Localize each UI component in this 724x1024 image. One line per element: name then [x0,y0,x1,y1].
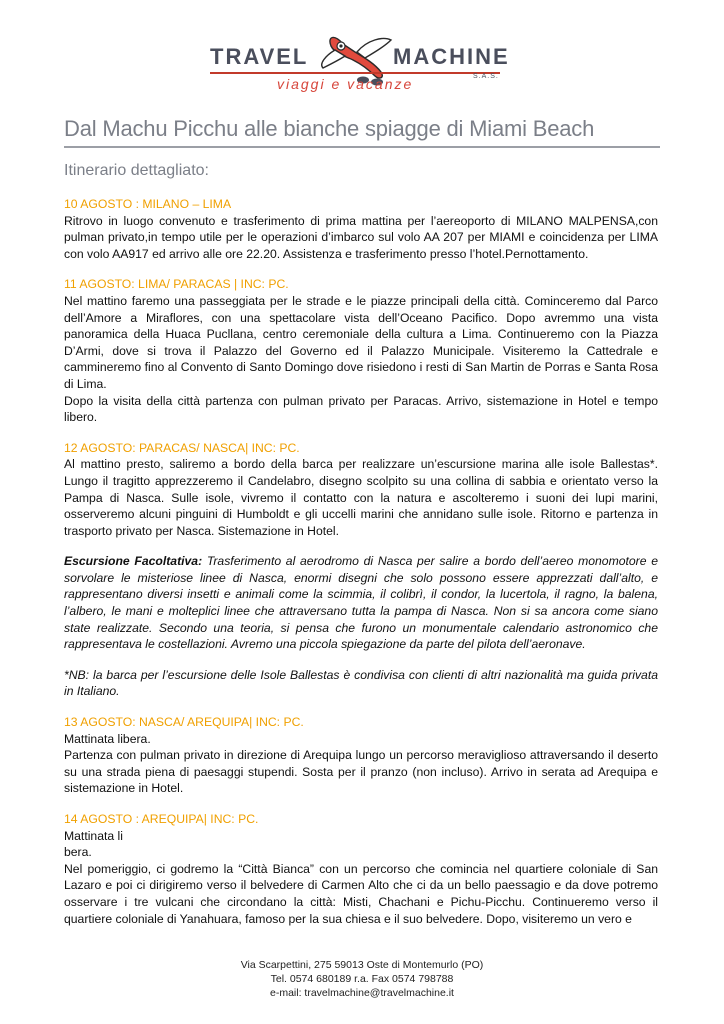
page-footer [170,958,554,1000]
day-description: Mattinata libera. [64,731,151,746]
day-heading: 11 AGOSTO: LIMA/ PARACAS | INC: PC. [64,277,289,292]
section-subtitle: Itinerario dettagliato: [64,162,209,179]
day-heading: 14 AGOSTO : AREQUIPA| INC: PC. [64,812,259,826]
day-description: Ritrovo in luogo convenuto e trasferimento di prima mattina per l’aereoporto di MILANO MALPENSA,con pulman privato,in tempo utile per le operazioni d’imbarco sul volo AA 207 per MIAMI e coincidenza per LIMA con volo AA917 ed arrivo alle ore 22.20. Assistenza e trasferimento presso l’hotel.Pernottamento. [64,213,658,261]
logo-word-machine: MACHINE [393,44,510,69]
day-description: Partenza con pulman privato in direzione di Arequipa lungo un percorso meraviglioso attraversando il deserto su una strada piena di paesaggi stupendi. Sosta per il pranzo (non incluso). Arrivo in serata ad Arequipa e sistemazione in Hotel. [64,748,658,796]
day-description: bera. [64,845,92,860]
day-description: Nel mattino faremo una passeggiata per le strade e le piazze principali della città. Cominceremo dal Parco dell’Amore a Miraflores, con una spettacolare vista dell’Oceano Pacifico. Dopo avremmo una vista panoramica della Huaca Pucllana, centro ceremoniale della cultura a Lima. Continueremo con la Piazza D’Armi, dove si trova il Palazzo del Governo ed il Palazzo Municipale. Visiteremo la Cattedrale e cammineremo fino al Convento di Santo Domingo dove risiedono i resti di San Martin de Porras e Santa Rosa di Lima. [64,293,658,391]
day-description: Dopo la visita della città partenza con pulman privato per Paracas. Arrivo, sistemazione in Hotel e tempo libero. [64,393,658,425]
footer-email: e-mail: travelmachine@travelmachine.it [270,987,454,999]
logo-word-travel: TRAVEL [210,44,309,69]
footer-phone: Tel. 0574 680189 r.a. Fax 0574 798788 [270,973,454,985]
optional-excursion-text: Trasferimento al aerodromo di Nasca per salire a bordo dell’aereo monomotore e sorvolare le misteriose linee di Nasca, enormi disegni che solo possono essere apprezzati dall’alto, e rappresentano diversi insetti e animali come la scimmia, il colibrì, il condor, la lucertola, il ragno, la balena, l’albero, le mani e molteplici linee che attraversano tutta la pampa di Nasca. Non si sa ancora come siano state realizzate. Secondo una teoria, si pensa che furono un monumentale calendario astronomico che rappresentava le costellazioni. Avremo una piccola spiegazione da parte del pilota dell’aeronave. [64,554,658,652]
company-logo [205,30,515,105]
title-divider [64,146,660,148]
day-description: Al mattino presto, saliremo a bordo della barca per realizzare un’escursione marina alle isole Ballestas*. Lungo il tragitto apprezzeremo il Candelabro, disegno scolpito su una collina di sabbia e orientato verso la Pampa di Nasca. Sulle isole, vivremo il contatto con la natura e ascolteremo i suoni dei lupi marini, osserveremo alcuni pinguini di Humboldt e gli uccelli marini che annidano sulle isole. Ritorno e partenza in trasporto privato per Nasca. Sistemazione in Hotel. [64,457,658,538]
day-heading: 13 AGOSTO: NASCA/ AREQUIPA| INC: PC. [64,715,304,730]
day-description: Nel pomeriggio, ci godremo la “Città Bianca” con un percorso che comincia nel quartiere coloniale di San Lazaro e poi ci dirigiremo verso il belvedere di Carmen Alto che ci da un bello paessagio e da dove potremo osservare i tre vulcani che circondano la città: Misti, Chachani e Pichu-Picchu. Continueremo verso il quartiere coloniale di Yanahuara, famoso per la sua chiesa e il suo belvedere. Dopo, visiteremo un vero e [64,861,658,926]
itinerary-body [64,196,658,927]
page-title: Dal Machu Picchu alle bianche spiagge di Miami Beach [64,116,595,141]
logo-underline [210,72,500,74]
logo-suffix: S.A.S. [473,73,499,80]
footer-address: Via Scarpettini, 275 59013 Oste di Montemurlo (PO) [240,959,484,971]
logo-tagline: viaggi e vacanze [277,76,414,92]
excursion-note: *NB: la barca per l’escursione delle Isole Ballestas è condivisa con clienti di altri nazionalità ma guida privata in Italiano. [64,667,658,699]
optional-excursion [64,553,658,653]
optional-excursion-label: Escursione Facoltativa: [64,554,203,569]
day-heading: 10 AGOSTO : MILANO – LIMA [64,197,232,211]
day-heading: 12 AGOSTO: PARACAS/ NASCA| INC: PC. [64,440,300,455]
day-description: Mattinata li [64,828,123,843]
